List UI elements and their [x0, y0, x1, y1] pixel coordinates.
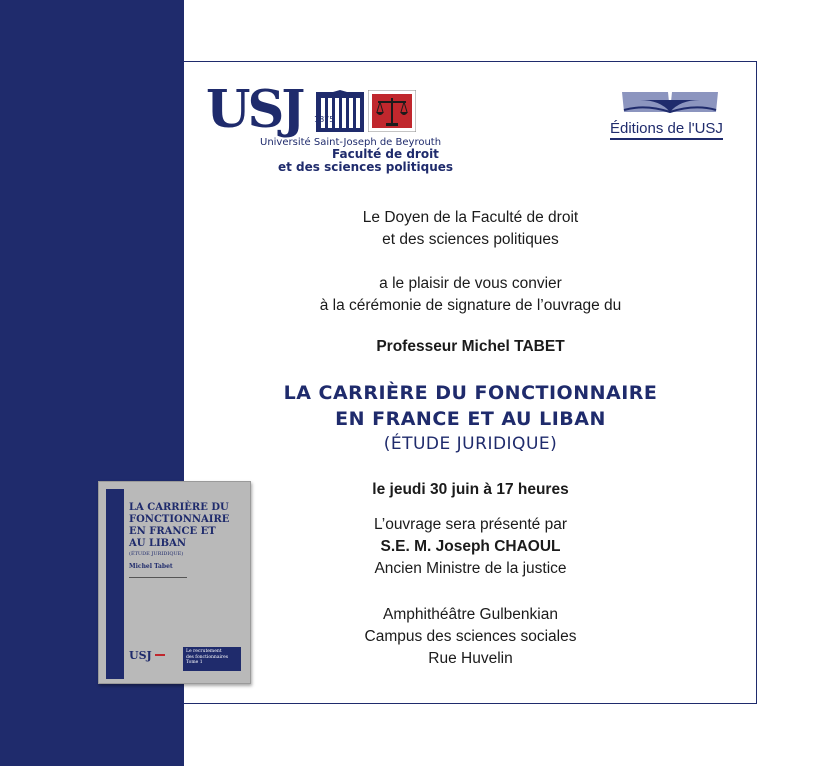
book-cover-subtitle: (ÉTUDE JURIDIQUE) [129, 551, 184, 557]
event-date: le jeudi 30 juin à 17 heures [372, 481, 569, 498]
book-cover-scales-icon [155, 650, 165, 660]
author-name: Professeur Michel TABET [376, 338, 565, 355]
presenter-name: S.E. M. Joseph CHAOUL [380, 538, 561, 555]
invite-block [184, 273, 757, 317]
usj-faculty-line2: et des sciences politiques [278, 160, 454, 174]
book-cover-author: Michel Tabet [129, 563, 173, 570]
host-block [184, 207, 757, 251]
book-cover-rule [129, 577, 187, 578]
book-title-block [184, 380, 757, 456]
justice-scales-icon [368, 90, 416, 132]
presenter-block [184, 514, 757, 580]
editions-logo [606, 86, 734, 144]
venue-line3: Rue Huvelin [428, 650, 513, 667]
invite-line1: a le plaisir de vous convier [379, 275, 562, 292]
host-line2: et des sciences politiques [382, 231, 559, 248]
book-cover-text [129, 502, 245, 570]
book-cover [98, 481, 251, 684]
usj-year: 1875 [314, 115, 335, 124]
usj-logo [206, 80, 454, 174]
book-title-line1: LA CARRIÈRE DU FONCTIONNAIRE [283, 382, 658, 404]
usj-faculty-line1: Faculté de droit [332, 147, 439, 161]
book-cover-series: Le recrutement des fonctionnaires Tome 1 [183, 647, 241, 671]
usj-wordmark: USJ [206, 80, 303, 140]
book-cover-spine [106, 489, 124, 679]
invite-line2: à la cérémonie de signature de l’ouvrage du [319, 297, 622, 314]
author-block [184, 336, 757, 358]
editions-label: Éditions de l'USJ [610, 120, 723, 140]
host-line1: Le Doyen de la Faculté de droit [362, 209, 579, 226]
date-block [184, 479, 757, 501]
presenter-role: Ancien Ministre de la justice [374, 560, 567, 577]
book-cover-title: LA CARRIÈRE DU FONCTIONNAIRE EN FRANCE ET AU LIBAN [129, 502, 230, 549]
book-title-line2: EN FRANCE ET AU LIBAN [335, 408, 606, 430]
usj-university-name: Université Saint-Joseph de Beyrouth [260, 137, 442, 148]
presented-by: L’ouvrage sera présenté par [373, 516, 568, 533]
open-book-icon [620, 86, 720, 116]
usj-tower-icon [316, 90, 364, 132]
venue-line1: Amphithéâtre Gulbenkian [383, 606, 558, 623]
venue-block [184, 604, 757, 670]
book-cover-usj: USJ [129, 649, 152, 662]
venue-line2: Campus des sciences sociales [364, 628, 577, 645]
book-subtitle: (ÉTUDE JURIDIQUE) [383, 434, 558, 454]
